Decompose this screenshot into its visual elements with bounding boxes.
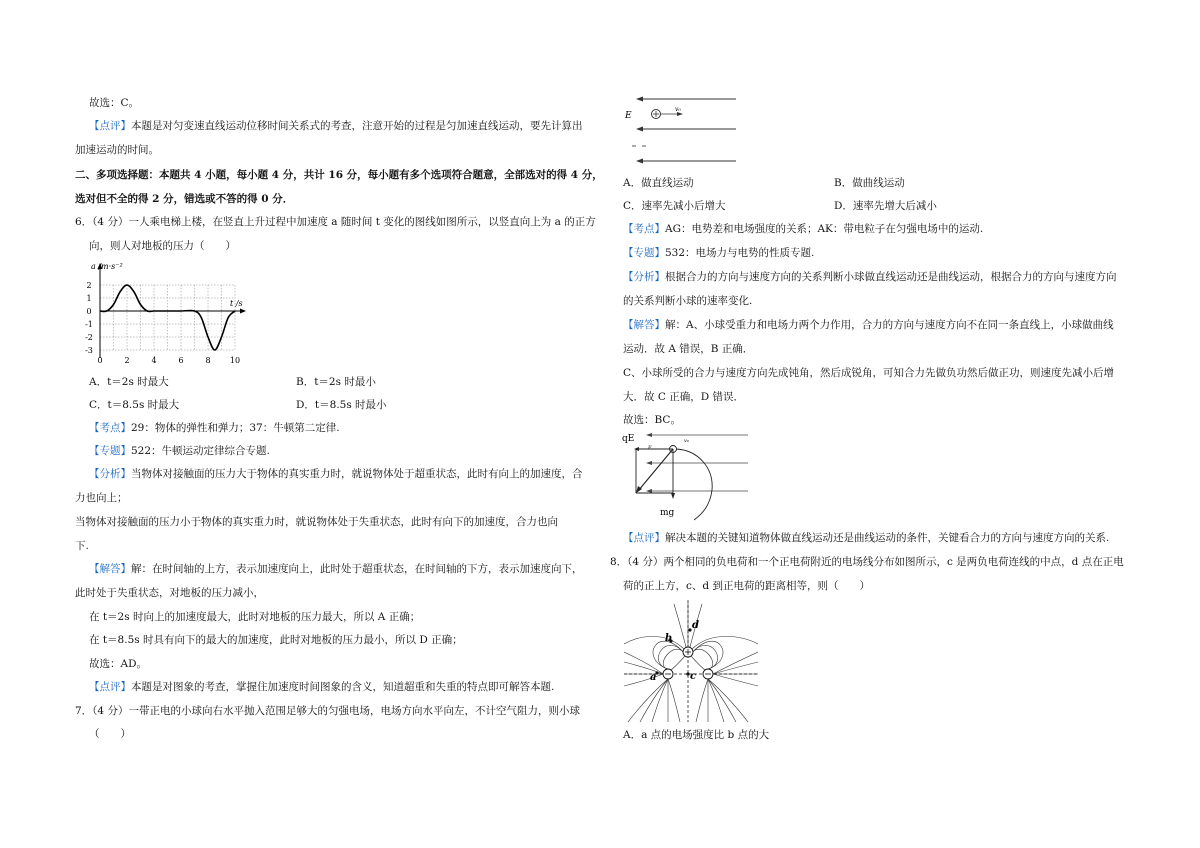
field-line — [692, 636, 758, 649]
label-b: b — [665, 633, 672, 644]
jieda-text: 解：A、小球受重力和电场力两个力作用，合力的方向与速度方向不在同一条直线上，小球做曲线 — [665, 319, 1114, 331]
answer-line: 故选：C。 — [89, 97, 140, 109]
y-tick-label: 2 — [86, 281, 92, 290]
zhuanti-text: 522：牛顿运动定律综合专题. — [131, 445, 270, 457]
q6-kaodian — [89, 421, 340, 435]
zhuanti-tag: 【专题】 — [89, 445, 131, 457]
q7-jieda-4: 大．故 C 正确，D 错误． — [623, 391, 744, 403]
y-tick-label: -1 — [85, 320, 93, 329]
q7-option-c: C．速率先减小后增大 — [623, 200, 726, 212]
fenxi-text: 根据合力的方向与速度方向的关系判断小球做直线运动还是曲线运动，根据合力的方向与速度方向 — [665, 271, 1117, 283]
q7-jieda — [623, 318, 1114, 332]
x-tick-label: 8 — [205, 356, 211, 365]
jieda-tag: 【解答】 — [623, 319, 665, 331]
field-line — [668, 679, 680, 722]
field-line — [713, 662, 758, 674]
y-tick-labels — [85, 281, 93, 355]
question-6-stem-2: 向，则人对地板的压力（ ） — [89, 240, 236, 252]
velocity-label: v₀ — [684, 438, 689, 444]
q7-option-a: A．做直线运动 — [623, 177, 694, 189]
comment-line — [89, 119, 583, 133]
field-label-e: E — [648, 445, 652, 451]
q6-fenxi — [89, 467, 583, 481]
q6-option-c: C．t＝8.5s 时最大 — [89, 399, 180, 411]
field-label-e: E — [625, 111, 632, 121]
field-arrow-top — [636, 97, 643, 102]
q6-jieda — [89, 562, 583, 576]
field-line — [691, 645, 718, 669]
question-7-stem-2: （ ） — [89, 728, 131, 740]
q6-jieda-4: 在 t＝8.5s 时具有向下的最大的加速度，此时对地板的压力最小，所以 D 正确； — [89, 634, 463, 646]
y-tick-label: -2 — [85, 333, 93, 342]
section-heading-2: 选对但不全的得 2 分，错选或不答的得 0 分． — [75, 193, 294, 205]
dianping-tag: 【点评】 — [89, 681, 131, 693]
question-7-stem: 7．（4 分）一带正电的小球向右水平抛入范围足够大的匀强电场，电场方向水平向左，不计空气阻力，则小球 — [75, 705, 580, 717]
gravity-arrowhead — [671, 493, 675, 499]
dianping-text: 解决本题的关键知道物体做直线运动还是曲线运动的条件，关键看合力的方向与速度方向的关系. — [665, 532, 1110, 544]
q6-dianping — [89, 680, 554, 694]
field-line — [696, 679, 708, 722]
q6-fenxi-3: 当物体对接触面的压力小于物体的真实重力时，就说物体处于失重状态，此时有向下的加速度，合力也向 — [75, 516, 558, 528]
fenxi-text: 当物体对接触面的压力大于物体的真实重力时，就说物体处于超重状态，此时有向上的加速度，合 — [131, 468, 583, 480]
q6-option-a: A．t＝2s 时最大 — [89, 376, 169, 388]
x-tick-label: 2 — [124, 356, 130, 365]
x-tick-label: 6 — [178, 356, 184, 365]
q6-jieda-2: 此时处于失重状态，对地板的压力减小， — [75, 587, 264, 599]
x-tick-labels — [97, 356, 240, 365]
label-c: c — [690, 671, 697, 682]
q6-jieda-3: 在 t＝2s 时向上的加速度最大，此时对地板的压力最大，所以 A 正确； — [89, 611, 421, 623]
resultant-force-arrow — [638, 449, 673, 491]
x-tick-label: 10 — [229, 356, 241, 365]
kaodian-text: AG：电势差和电场强度的关系；AK：带电粒子在匀强电场中的运动. — [665, 223, 984, 235]
force-label-qe: qE — [622, 434, 635, 444]
field-line — [663, 649, 685, 669]
q6-option-b: B．t＝2s 时最小 — [296, 376, 376, 388]
question-6-stem: 6．（4 分）一人乘电梯上楼，在竖直上升过程中加速度 a 随时间 t 变化的图线如图所示，以竖直向上为 a 的正方 — [75, 216, 596, 228]
field-arrow-middle — [636, 127, 643, 132]
field-line — [624, 652, 663, 674]
q6-option-d: D．t＝8.5s 时最小 — [296, 399, 387, 411]
q8-option-a: A．a 点的电场强度比 b 点的大 — [623, 729, 770, 741]
q6-zhuanti — [89, 444, 270, 458]
field-line — [674, 604, 686, 647]
field-line — [671, 656, 685, 670]
y-axis-label: a /m·s⁻² — [91, 262, 123, 271]
q7-jieda-2: 运动．故 A 错误，B 正确． — [623, 343, 754, 355]
q7-jieda-3: C、小球所受的合力与速度方向先成钝角，然后成锐角，可知合力先做负功然后做正功，则速度先减小后增 — [623, 367, 1115, 379]
y-tick-label: 1 — [86, 294, 92, 303]
dianping-text: 本题是对图象的考查，掌握住加速度时间图象的含义，知道超重和失重的特点即可解答本题. — [131, 681, 555, 693]
q6-answer: 故选：AD。 — [89, 658, 148, 670]
field-lines — [624, 602, 758, 722]
question-8-stem: 8．（4 分）两个相同的负电荷和一个正电荷附近的电场线分布如图所示，c 是两负电荷连线的中点，d 点在正电 — [610, 556, 1124, 568]
question-8-stem-2: 荷的正上方，c、d 到正电荷的距离相等，则（ ） — [623, 580, 870, 592]
fenxi-tag: 【分析】 — [623, 271, 665, 283]
field-arrow-bottom — [636, 159, 643, 164]
kaodian-tag: 【考点】 — [89, 422, 131, 434]
field-line — [628, 679, 668, 722]
q7-field-figure — [618, 92, 740, 168]
comment-text: 本题是对匀变速直线运动位移时间关系式的考查，注意开始的过程是匀加速直线运动，要先计算出 — [131, 120, 583, 132]
x-axis-arrow — [240, 309, 246, 314]
q7-kaodian — [623, 222, 983, 236]
field-line — [691, 656, 705, 670]
jieda-text: 解：在时间轴的上方，表示加速度向上，此时处于超重状态，在时间轴的下方，表示加速度向下， — [131, 563, 583, 575]
fenxi-tag: 【分析】 — [89, 468, 131, 480]
section-heading: 二、多项选择题：本题共 4 小题，每小题 4 分，共计 16 分，每小题有多个选项符合题意，全部选对的得 4 分， — [75, 169, 603, 181]
acceleration-time-graph — [84, 259, 254, 367]
field-arrow — [646, 433, 652, 437]
q7-option-b: B．做曲线运动 — [834, 177, 905, 189]
label-a: a — [650, 672, 657, 683]
comment-line-2: 加速运动的时间。 — [75, 144, 159, 156]
x-axis-label: t /s — [230, 299, 243, 308]
y-tick-label: 0 — [86, 307, 92, 316]
field-line — [658, 645, 685, 669]
q7-zhuanti — [623, 246, 814, 260]
field-line — [624, 674, 663, 686]
field-line — [708, 679, 724, 722]
x-tick-label: 0 — [97, 356, 103, 365]
force-label-mg: mg — [660, 508, 675, 518]
q6-fenxi-2: 力也向上； — [75, 492, 128, 504]
q7-dianping — [623, 531, 1109, 545]
y-tick-label: -3 — [85, 346, 93, 355]
q7-answer: 故选：BC。 — [623, 414, 681, 426]
field-arrow — [646, 461, 652, 465]
zhuanti-tag: 【专题】 — [623, 247, 665, 259]
field-line — [713, 674, 758, 686]
q6-fenxi-4: 下. — [75, 540, 89, 552]
field-line — [708, 679, 748, 722]
label-d: d — [692, 620, 699, 631]
q7-option-d: D．速率先增大后减小 — [834, 200, 937, 212]
q7-force-diagram — [618, 428, 753, 524]
electric-force-arrowhead — [634, 447, 639, 451]
field-line — [691, 649, 713, 669]
q8-field-line-figure — [624, 600, 758, 722]
zhuanti-text: 532：电场力与电势的性质专题. — [665, 247, 815, 259]
jieda-tag: 【解答】 — [89, 563, 131, 575]
kaodian-text: 29：物体的弹性和弹力；37：牛顿第二定律. — [131, 422, 340, 434]
trajectory-curve — [676, 449, 712, 520]
field-arrow — [646, 489, 652, 493]
kaodian-tag: 【考点】 — [623, 223, 665, 235]
q7-fenxi-2: 的关系判断小球的速率变化. — [623, 295, 753, 307]
field-line — [713, 652, 758, 674]
dianping-tag: 【点评】 — [623, 532, 665, 544]
comment-tag: 【点评】 — [89, 120, 131, 132]
q7-fenxi — [623, 270, 1117, 284]
velocity-label: v₀ — [675, 106, 681, 113]
graph-grid — [100, 285, 235, 350]
field-line — [652, 679, 668, 722]
x-tick-label: 4 — [151, 356, 157, 365]
